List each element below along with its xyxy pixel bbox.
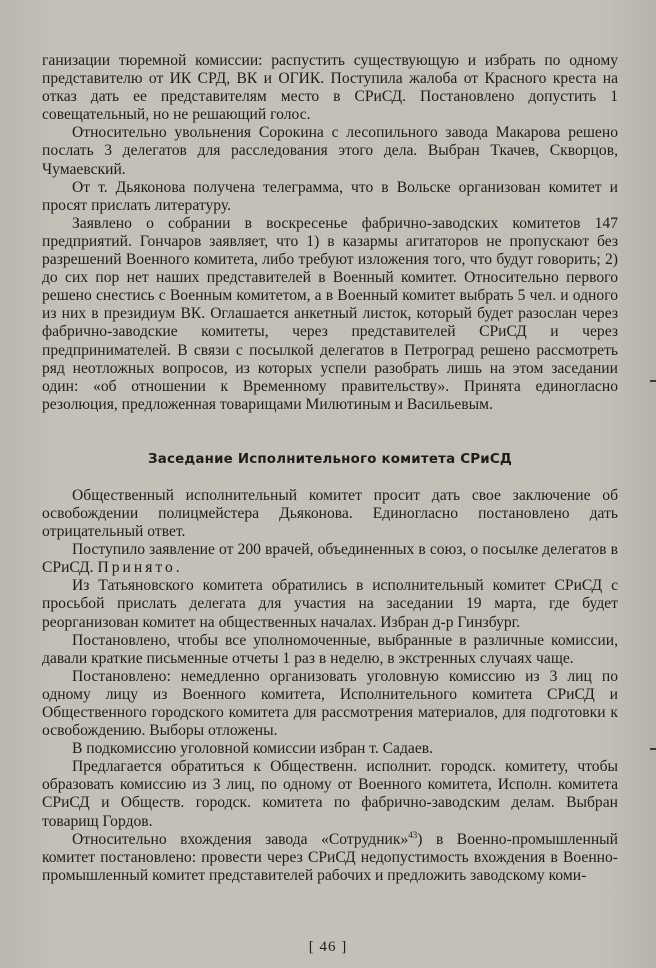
paragraph: ганизации тюремной комиссии: распустить существующую и избрать по одному представителю от ИК СРД, ВК и ОГИК. Поступила жалоба от Красного креста на отказ дать ее представителям место в СРиСД. Постановлено допустить 1 совещательный, но не решающий голос. [42,52,618,124]
paragraph: Из Татьяновского комитета обратились в исполнительный комитет СРиСД с просьбой прислать делегата для участия на заседании 19 марта, где будет реорганизован комитет на общественных началах. Избран д-р Гинзбург. [42,577,618,631]
paragraph: Постановлено: немедленно организовать уголовную комиссию из 3 лиц по одному лицу из Военного комитета, Исполнительного комитета СРиСД и Общественного городского комитета для рассмотрения материалов, для подготовки к освобождению. Выборы отложены. [42,667,618,740]
paragraph-text: ) в Военно-промышленный комитет постановлено: провести через СРиСД недопустимость вхождения в Военно-промышленный комитет представителей рабочих и предложить заводскому коми- [42,830,618,884]
paragraph-text: Поступило заявление от 200 врачей, объединенных в союз, о посылке делегатов в СРиСД. [42,541,618,577]
section-heading: Заседание Исполнительного комитета СРиСД [148,451,512,467]
footnote-reference: 43 [408,829,418,840]
paragraph: В подкомиссию уголовной комиссии избран т. Садаев. [72,740,434,758]
paragraph-text: Относительно вхождения завода «Сотрудник» [72,830,409,848]
emphasized-word: Принято. [97,559,183,577]
page-number: [ 46 ] [308,939,348,955]
paragraph [42,541,618,577]
edge-mark [650,380,656,382]
paragraph [42,831,618,885]
paragraph: От т. Дьяконова получена телеграмма, что в Вольске организован комитет и просят прислать литературу. [42,178,618,214]
paragraph: Общественный исполнительный комитет просит дать свое заключение об освобождении полицмейстера Дьяконова. Единогласно постановлено дать отрицательный ответ. [42,486,618,541]
paragraph: Заявлено о собрании в воскресенье фабрично-заводских комитетов 147 предприятий. Гончаров заявляет, что 1) в казармы агитаторов не пропускают без разрешений Военного комитета, либо требуют изложения того, что будут говорить; 2) до сих пор нет наших представителей в Военный комитет. Относительно первого решено снестись с Военным комитетом, а в Военный комитет выбрать 5 чел. и одного из них в президиум ВК. Оглашается анкетный листок, который будет разослан через фабрично-заводские комитеты, через представителей СРиСД и через предпринимателей. В связи с посылкой делегатов в Петроград решено рассмотреть ряд неотложных вопросов, из которых успели разобрать лишь на этом заседании один: «об отношении к Временному правительству». Принята единогласно резолюция, предложенная товарищами Милютиным и Васильевым. [42,214,618,413]
edge-mark [650,748,656,750]
paragraph: Относительно увольнения Сорокина с лесопильного завода Макарова решено послать 3 делегатов для расследования этого дела. Выбран Ткачев, Скворцов, Чумаевский. [42,124,618,178]
paragraph: Предлагается обратиться к Общественн. исполнит. городск. комитету, чтобы образовать комиссию из 3 лиц, по одному от Военного комитета, Исполн. комитета СРиСД и Обществ. городск. комитета по фабрично-заводским делам. Выбран товарищ Гордов. [42,758,618,830]
paragraph: Постановлено, чтобы все уполномоченные, выбранные в различные комиссии, давали краткие письменные отчеты 1 раз в неделю, в экстренных случаях чаще. [42,631,618,667]
